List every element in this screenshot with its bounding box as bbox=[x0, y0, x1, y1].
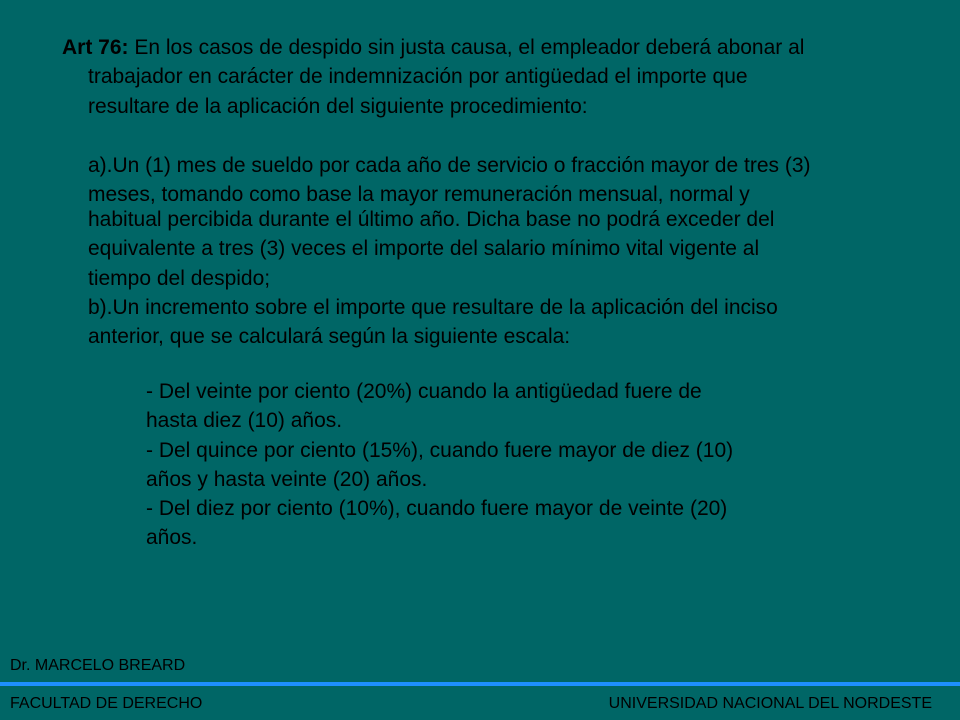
scale-line: años. bbox=[146, 526, 198, 549]
scale-line: - Del diez por ciento (10%), cuando fuere mayor de veinte (20) bbox=[146, 497, 728, 520]
item-a-line: meses, tomando como base la mayor remuneración mensual, normal y bbox=[88, 183, 750, 206]
footer-faculty: FACULTAD DE DERECHO bbox=[10, 695, 203, 712]
item-a-line: habitual percibida durante el último año. Dicha base no podrá exceder del bbox=[88, 208, 775, 231]
article-label: Art 76: bbox=[62, 36, 129, 59]
item-a-line: equivalente a tres (3) veces el importe del salario mínimo vital vigente al bbox=[88, 237, 760, 260]
scale-line: hasta diez (10) años. bbox=[146, 409, 343, 432]
scale-line: - Del veinte por ciento (20%) cuando la antigüedad fuere de bbox=[146, 380, 702, 403]
item-a-line: a).Un (1) mes de sueldo por cada año de servicio o fracción mayor de tres (3) bbox=[88, 154, 811, 177]
item-a-line: tiempo del despido; bbox=[88, 267, 271, 290]
intro-line: En los casos de despido sin justa causa, el empleador deberá abonar al bbox=[128, 36, 805, 59]
article-heading-line bbox=[62, 34, 804, 62]
item-b-line: b).Un incremento sobre el importe que resultare de la aplicación del inciso bbox=[88, 296, 778, 319]
footer-university: UNIVERSIDAD NACIONAL DEL NORDESTE bbox=[608, 695, 932, 712]
intro-line: trabajador en carácter de indemnización por antigüedad el importe que bbox=[88, 65, 748, 88]
item-b-line: anterior, que se calculará según la siguiente escala: bbox=[88, 325, 571, 348]
footer-divider bbox=[0, 682, 960, 686]
author-name: Dr. MARCELO BREARD bbox=[10, 657, 186, 674]
scale-line: - Del quince por ciento (15%), cuando fuere mayor de diez (10) bbox=[146, 439, 734, 462]
intro-line: resultare de la aplicación del siguiente procedimiento: bbox=[88, 95, 588, 118]
scale-line: años y hasta veinte (20) años. bbox=[146, 468, 428, 491]
